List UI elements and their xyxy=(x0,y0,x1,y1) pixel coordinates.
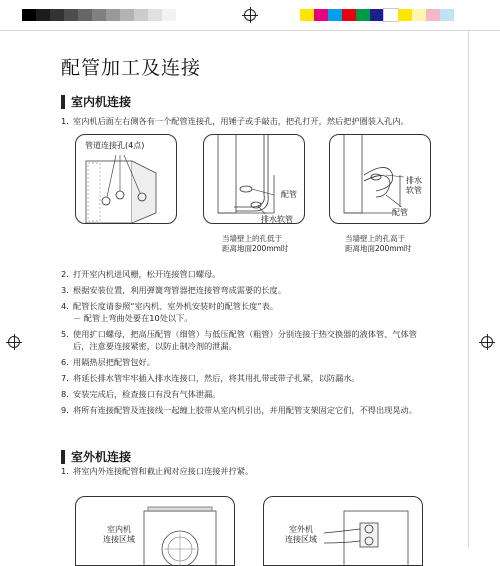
gray-swatch xyxy=(50,9,64,21)
gray-swatch xyxy=(148,9,162,21)
step-text: 室内机后面左右侧各有一个配管连接孔，用锤子或手敲击，把孔打开，然后把护圈装入孔内。 xyxy=(73,116,409,126)
step-text: 打开室内机进风栅，松开连接管口螺母。 xyxy=(73,269,221,279)
step-text: － 配管上弯曲处要在10处以下。 xyxy=(73,313,193,323)
step-line xyxy=(61,313,192,324)
gray-swatch xyxy=(92,9,106,21)
hose-label: 软管 xyxy=(406,186,422,195)
right-trim-line xyxy=(468,30,469,547)
step-text: 配管长度请参照“室内机、室外机安装时的配管长度”表。 xyxy=(73,301,278,311)
section-marker xyxy=(61,450,65,464)
figure-hole-high xyxy=(329,134,431,224)
registration-mark-top-icon xyxy=(244,9,256,21)
color-swatch xyxy=(342,9,356,21)
step-number: 3. xyxy=(61,285,69,295)
color-swatch xyxy=(356,9,370,21)
step-text: 将室内外连接配管和截止阀对应接口连接并拧紧。 xyxy=(73,466,254,476)
figure-pipe-holes xyxy=(75,134,177,224)
color-swatch xyxy=(440,9,454,21)
outdoor-connection-label xyxy=(285,525,317,545)
drain-label: 排水 xyxy=(406,176,422,185)
step-number: 4. xyxy=(61,301,69,311)
step-line xyxy=(61,269,220,280)
color-swatch xyxy=(398,9,412,21)
color-swatch xyxy=(328,9,342,21)
step-number: 2. xyxy=(61,269,69,279)
section-outdoor-title: 室外机连接 xyxy=(71,450,132,464)
pipe-hole-label: 管道连接孔(4点) xyxy=(85,141,145,150)
gray-swatch xyxy=(22,9,36,21)
step-line xyxy=(61,389,220,400)
step-number: 1. xyxy=(61,466,69,476)
drain-hose-label: 排水软管 xyxy=(261,215,293,224)
color-swatch xyxy=(370,9,384,21)
step-number: 6. xyxy=(61,357,69,367)
gray-swatch xyxy=(36,9,50,21)
color-swatch xyxy=(300,9,314,21)
label-line: 室内机 xyxy=(107,525,131,534)
label-line: 连接区域 xyxy=(285,535,317,544)
top-trim-line xyxy=(0,30,500,31)
step-text: 用隔热层把配管包好。 xyxy=(73,357,155,367)
step-text: 将延长排水管牢牢插入排水连接口，然后，将其用扎带或带子扎紧，以防漏水。 xyxy=(73,373,360,383)
step-number: 1. xyxy=(61,116,69,126)
pipe-label: 配管 xyxy=(281,190,297,199)
step-line xyxy=(61,301,278,312)
step-line xyxy=(61,466,253,477)
indoor-connection-label xyxy=(103,525,135,545)
step-line xyxy=(61,357,155,368)
step-number: 7. xyxy=(61,373,69,383)
gray-swatch xyxy=(134,9,148,21)
gray-swatch xyxy=(162,9,176,21)
gray-swatch xyxy=(78,9,92,21)
section-outdoor-heading xyxy=(61,448,131,465)
label-line: 连接区域 xyxy=(103,535,135,544)
section-marker xyxy=(61,95,65,109)
step-text: 将所有连接配管及连接线一起缠上胶带从室内机引出，并用配管支架固定它们，不得出现晃动。 xyxy=(73,405,417,415)
step-line xyxy=(61,116,409,127)
step-text: 根据安装位置，利用弹簧弯管器把连接管弯成需要的长度。 xyxy=(73,285,286,295)
step-number: 5. xyxy=(61,329,69,339)
gray-swatch xyxy=(120,9,134,21)
step-line xyxy=(61,329,417,340)
caption-line: 距离地面200mm时 xyxy=(222,244,289,253)
section-indoor-title: 室内机连接 xyxy=(71,95,132,109)
step-line xyxy=(61,373,360,384)
registration-mark-left-icon xyxy=(8,336,20,348)
step-number: 8. xyxy=(61,389,69,399)
step-line xyxy=(61,405,417,416)
pipe-label: 配管 xyxy=(392,208,408,217)
page-title: 配管加工及连接 xyxy=(61,57,202,79)
caption-line: 距离地面200mm时 xyxy=(345,244,412,253)
caption-line: 当墙壁上的孔高于 xyxy=(345,234,405,243)
color-swatch xyxy=(384,9,398,21)
section-indoor-heading xyxy=(61,93,131,110)
label-line: 室外机 xyxy=(289,525,313,534)
wall-hole-low-illustration xyxy=(204,135,305,224)
color-swatch xyxy=(412,9,426,21)
outdoor-unit-indoor-side-illustration xyxy=(76,497,235,566)
step-text: 使用扩口螺母，把高压配管（细管）与低压配管（粗管）分别连接于热交换器的液体管、气体管 xyxy=(73,329,417,339)
step-line xyxy=(61,341,237,352)
figure-indoor-connection-area xyxy=(75,496,235,566)
step-text: 后，注意要连接紧密，以防止制冷剂的泄漏。 xyxy=(73,341,237,351)
step-number: 9. xyxy=(61,405,69,415)
gray-swatch xyxy=(106,9,120,21)
figure-hole-low-caption xyxy=(222,234,288,254)
figure-hole-high-caption xyxy=(345,234,411,254)
color-swatch xyxy=(426,9,440,21)
registration-mark-right-icon xyxy=(481,336,493,348)
step-text: 安装完成后，检查接口有没有气体泄漏。 xyxy=(73,389,221,399)
gray-swatch xyxy=(64,9,78,21)
caption-line: 当墙壁上的孔低于 xyxy=(222,234,282,243)
figure-hole-low xyxy=(203,134,305,224)
step-line xyxy=(61,285,286,296)
figure-outdoor-connection-area xyxy=(263,496,423,566)
color-swatch xyxy=(314,9,328,21)
